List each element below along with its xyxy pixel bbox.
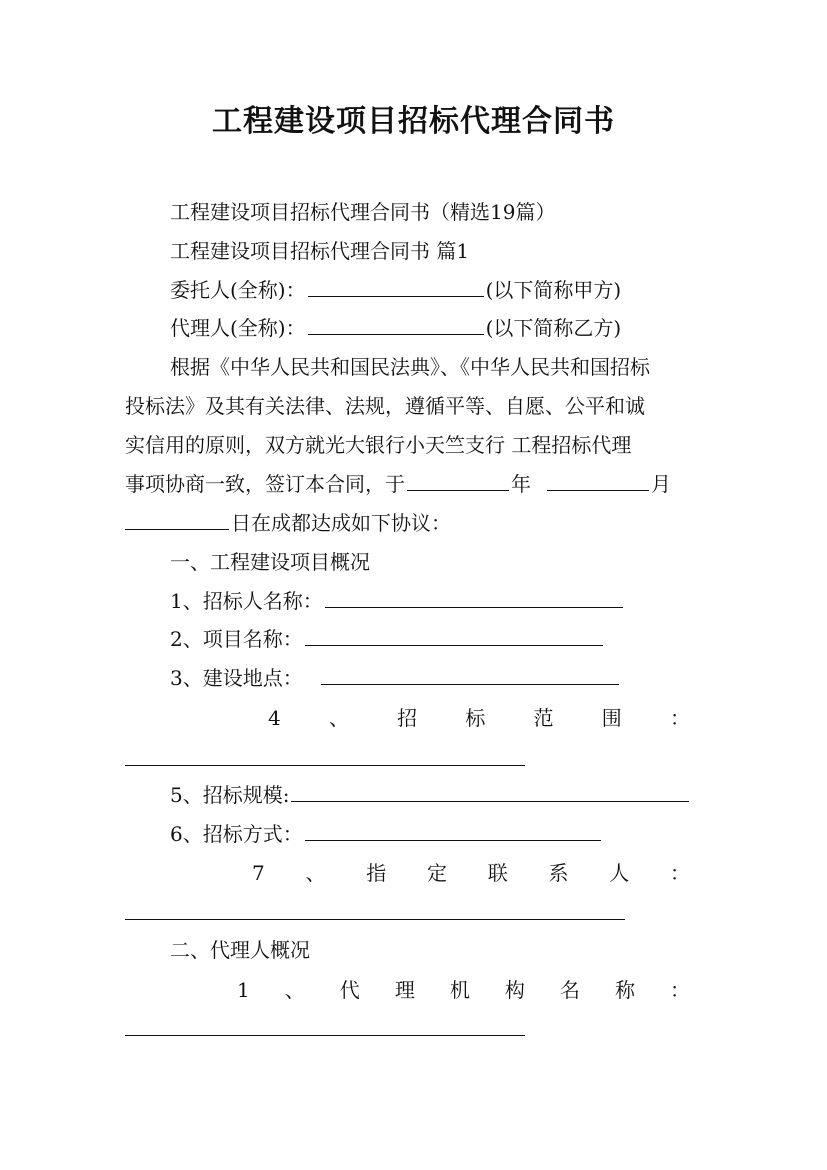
project-name-blank: [305, 625, 603, 646]
month-blank: [547, 470, 649, 491]
scope-blank: [125, 764, 525, 766]
paragraph-line-5: [125, 509, 703, 537]
agency-name-line: [237, 976, 690, 1004]
contact-char: 、: [305, 861, 326, 885]
contact-line: [252, 859, 690, 887]
year-blank: [407, 470, 509, 491]
year-label: 年: [511, 472, 531, 496]
tenderer-line: [170, 587, 703, 615]
contact-char: 指: [366, 861, 387, 885]
paragraph-line-3: 实信用的原则，双方就光大银行小天竺支行 工程招标代理: [125, 433, 632, 457]
document-title: 工程建设项目招标代理合同书: [212, 104, 615, 139]
method-blank: [305, 820, 601, 841]
principal-note: (以下简称甲方): [485, 278, 622, 302]
day-blank: [125, 509, 229, 530]
scope-char: 、: [328, 706, 349, 730]
paragraph-line-1: 根据《中华人民共和国民法典》、《中华人民共和国招标: [170, 355, 650, 379]
scope-line: [268, 704, 690, 732]
principal-label: 委托人(全称)：: [170, 278, 306, 302]
subtitle-line: 工程建设项目招标代理合同书（精选19篇）: [170, 200, 556, 224]
scope-char: 范: [533, 706, 554, 730]
scope-char: 4: [268, 706, 281, 730]
agency-name-char: 、: [284, 978, 305, 1002]
scope-char: 标: [465, 706, 486, 730]
contact-char: 7: [252, 861, 265, 885]
paragraph-line-2: 投标法》及其有关法律、法规，遵循平等、自愿、公平和诚: [125, 394, 645, 418]
scale-blank: [291, 781, 689, 802]
section-heading-part1: 工程建设项目招标代理合同书 篇1: [170, 239, 470, 263]
date-lead: 事项协商一致，签订本合同，于: [125, 472, 405, 496]
agency-name-char: 机: [449, 978, 470, 1002]
agent-blank: [308, 314, 484, 335]
section-heading-1: 一、工程建设项目概况: [170, 550, 370, 574]
agency-name-char: 称: [614, 978, 635, 1002]
method-line: [170, 820, 703, 848]
contact-char: 定: [426, 861, 447, 885]
agency-name-char: 理: [394, 978, 415, 1002]
tenderer-blank: [325, 587, 623, 608]
agency-name-char: ：: [669, 978, 690, 1002]
scale-label: 5、招标规模:: [170, 783, 290, 807]
day-tail: 日在成都达成如下协议：: [231, 511, 451, 535]
project-name-label: 2、项目名称：: [170, 627, 303, 651]
paragraph-line-4: [125, 470, 703, 498]
principal-line: [170, 276, 703, 304]
method-label: 6、招标方式：: [170, 822, 303, 846]
agency-name-blank: [125, 1034, 525, 1036]
site-blank: [321, 664, 619, 685]
scale-line: [170, 781, 703, 809]
scope-char: 招: [397, 706, 418, 730]
agent-note: (以下简称乙方): [485, 316, 622, 340]
agency-name-char: 名: [559, 978, 580, 1002]
site-label: 3、建设地点：: [170, 666, 303, 690]
project-name-line: [170, 625, 703, 653]
contact-char: 人: [609, 861, 630, 885]
agency-name-char: 代: [339, 978, 360, 1002]
scope-char: 围: [601, 706, 622, 730]
section-heading-2: 二、代理人概况: [170, 938, 310, 962]
agent-label: 代理人(全称)：: [170, 316, 306, 340]
contact-blank: [125, 918, 625, 920]
tenderer-label: 1、招标人名称：: [170, 589, 323, 613]
contact-char: 联: [487, 861, 508, 885]
month-label: 月: [651, 472, 671, 496]
contact-char: 系: [548, 861, 569, 885]
agent-line: [170, 314, 703, 342]
agency-name-char: 构: [504, 978, 525, 1002]
site-line: [170, 664, 703, 692]
contact-char: ：: [669, 861, 690, 885]
scope-char: ：: [669, 706, 690, 730]
principal-blank: [308, 276, 484, 297]
agency-name-char: 1: [237, 978, 250, 1002]
